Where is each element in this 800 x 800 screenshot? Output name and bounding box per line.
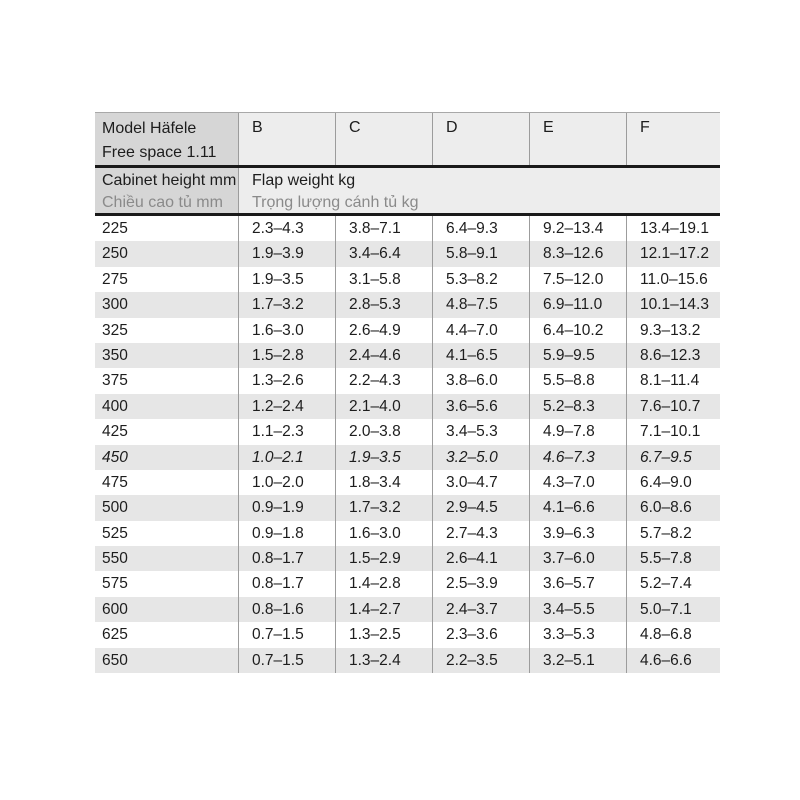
- cabinet-height-cell: 575: [102, 575, 128, 593]
- cabinet-height-header-cell: [95, 168, 238, 213]
- weight-range-cell: 8.3–12.6: [529, 241, 626, 266]
- weight-range-cell: 1.6–3.0: [335, 521, 432, 546]
- table-row: [95, 419, 720, 444]
- weight-range-cell: 2.9–4.5: [432, 495, 529, 520]
- weight-range-cell: 5.2–8.3: [529, 394, 626, 419]
- weight-range-cell: 5.0–7.1: [626, 597, 720, 622]
- weight-range-cell: 4.1–6.5: [432, 343, 529, 368]
- weight-range-cell: 13.4–19.1: [626, 216, 720, 241]
- table-row: [95, 470, 720, 495]
- weight-range-cell: 7.6–10.7: [626, 394, 720, 419]
- weight-range-cell: 1.9–3.9: [238, 241, 335, 266]
- cabinet-height-cell: 300: [102, 296, 128, 314]
- table-row: [95, 495, 720, 520]
- weight-range-cell: 3.0–4.7: [432, 470, 529, 495]
- weight-range-cell: 4.9–7.8: [529, 419, 626, 444]
- cabinet-height-cell: 425: [102, 423, 128, 441]
- weight-range-cell: 1.4–2.7: [335, 597, 432, 622]
- weight-range-cell: 2.3–3.6: [432, 622, 529, 647]
- weight-range-cell: 3.4–5.5: [529, 597, 626, 622]
- table-row: [95, 546, 720, 571]
- weight-range-cell: 2.1–4.0: [335, 394, 432, 419]
- table-row: [95, 394, 720, 419]
- weight-range-cell: 1.9–3.5: [238, 267, 335, 292]
- cabinet-height-cell: 475: [102, 473, 128, 491]
- cabinet-height-cell: 625: [102, 626, 128, 644]
- weight-range-cell: 1.3–2.4: [335, 648, 432, 673]
- weight-range-cell: 3.2–5.0: [432, 445, 529, 470]
- cabinet-height-cell: 550: [102, 550, 128, 568]
- weight-range-cell: 9.3–13.2: [626, 318, 720, 343]
- table-row: [95, 292, 720, 317]
- weight-range-cell: 2.7–4.3: [432, 521, 529, 546]
- weight-range-cell: 6.7–9.5: [626, 445, 720, 470]
- table-subheader-row: [95, 168, 720, 216]
- flap-weight-label-vi: Trọng lượng cánh tủ kg: [252, 194, 419, 211]
- weight-range-cell: 4.4–7.0: [432, 318, 529, 343]
- weight-range-cell: 4.3–7.0: [529, 470, 626, 495]
- table-row: [95, 368, 720, 393]
- cabinet-height-cell: 525: [102, 524, 128, 542]
- weight-range-cell: 8.1–11.4: [626, 368, 720, 393]
- weight-range-cell: 10.1–14.3: [626, 292, 720, 317]
- flap-weight-table: [95, 112, 720, 673]
- weight-range-cell: 1.0–2.1: [238, 445, 335, 470]
- weight-range-cell: 6.9–11.0: [529, 292, 626, 317]
- cabinet-height-cell: 275: [102, 270, 128, 288]
- weight-range-cell: 1.1–2.3: [238, 419, 335, 444]
- column-header-f: F: [626, 113, 720, 165]
- weight-range-cell: 1.0–2.0: [238, 470, 335, 495]
- weight-range-cell: 0.9–1.8: [238, 521, 335, 546]
- free-space-label: Free space 1.11: [102, 144, 217, 161]
- cabinet-height-cell: 500: [102, 499, 128, 517]
- cabinet-height-cell: 225: [102, 220, 128, 237]
- table-row: [95, 318, 720, 343]
- table-row: [95, 216, 720, 241]
- cabinet-height-cell: 400: [102, 397, 128, 415]
- column-header-c: C: [335, 113, 432, 165]
- cabinet-height-cell: 375: [102, 372, 128, 390]
- weight-range-cell: 4.6–6.6: [626, 648, 720, 673]
- weight-range-cell: 3.8–6.0: [432, 368, 529, 393]
- weight-range-cell: 1.7–3.2: [335, 495, 432, 520]
- weight-range-cell: 2.2–4.3: [335, 368, 432, 393]
- weight-range-cell: 6.0–8.6: [626, 495, 720, 520]
- weight-range-cell: 3.4–6.4: [335, 241, 432, 266]
- cabinet-height-cell: 350: [102, 346, 128, 364]
- weight-range-cell: 1.3–2.6: [238, 368, 335, 393]
- weight-range-cell: 4.8–7.5: [432, 292, 529, 317]
- weight-range-cell: 2.6–4.9: [335, 318, 432, 343]
- weight-range-cell: 2.4–3.7: [432, 597, 529, 622]
- flap-weight-label-en: Flap weight kg: [252, 172, 356, 189]
- cabinet-height-cell: 650: [102, 651, 128, 669]
- column-header-b: B: [238, 113, 335, 165]
- weight-range-cell: 5.5–8.8: [529, 368, 626, 393]
- weight-range-cell: 2.5–3.9: [432, 571, 529, 596]
- flap-weight-header-cell: [238, 168, 720, 213]
- weight-range-cell: 1.4–2.8: [335, 571, 432, 596]
- table-row: [95, 241, 720, 266]
- weight-range-cell: 5.8–9.1: [432, 241, 529, 266]
- weight-range-cell: 0.8–1.6: [238, 597, 335, 622]
- weight-range-cell: 6.4–10.2: [529, 318, 626, 343]
- weight-range-cell: 0.8–1.7: [238, 571, 335, 596]
- cabinet-height-label-en: Cabinet height mm: [102, 172, 237, 189]
- weight-range-cell: 0.7–1.5: [238, 622, 335, 647]
- weight-range-cell: 7.5–12.0: [529, 267, 626, 292]
- table-row: [95, 343, 720, 368]
- model-label: Model Häfele: [102, 120, 197, 137]
- weight-range-cell: 2.3–4.3: [238, 216, 335, 241]
- weight-range-cell: 1.6–3.0: [238, 318, 335, 343]
- weight-range-cell: 5.3–8.2: [432, 267, 529, 292]
- weight-range-cell: 3.7–6.0: [529, 546, 626, 571]
- weight-range-cell: 4.1–6.6: [529, 495, 626, 520]
- weight-range-cell: 1.5–2.8: [238, 343, 335, 368]
- weight-range-cell: 0.8–1.7: [238, 546, 335, 571]
- weight-range-cell: 3.4–5.3: [432, 419, 529, 444]
- weight-range-cell: 0.9–1.9: [238, 495, 335, 520]
- weight-range-cell: 1.3–2.5: [335, 622, 432, 647]
- table-body: [95, 216, 720, 673]
- weight-range-cell: 3.6–5.6: [432, 394, 529, 419]
- weight-range-cell: 4.6–7.3: [529, 445, 626, 470]
- table-row: [95, 445, 720, 470]
- table-row: [95, 622, 720, 647]
- weight-range-cell: 5.2–7.4: [626, 571, 720, 596]
- weight-range-cell: 3.1–5.8: [335, 267, 432, 292]
- weight-range-cell: 2.4–4.6: [335, 343, 432, 368]
- cabinet-height-cell: 450: [102, 448, 128, 466]
- column-header-d: D: [432, 113, 529, 165]
- weight-range-cell: 3.2–5.1: [529, 648, 626, 673]
- table-row: [95, 267, 720, 292]
- table-row: [95, 597, 720, 622]
- weight-range-cell: 3.8–7.1: [335, 216, 432, 241]
- cabinet-height-label-vi: Chiều cao tủ mm: [102, 194, 223, 211]
- weight-range-cell: 1.5–2.9: [335, 546, 432, 571]
- weight-range-cell: 1.7–3.2: [238, 292, 335, 317]
- model-header-cell: [95, 113, 238, 165]
- table-row: [95, 648, 720, 673]
- weight-range-cell: 1.8–3.4: [335, 470, 432, 495]
- weight-range-cell: 5.7–8.2: [626, 521, 720, 546]
- table-row: [95, 521, 720, 546]
- cabinet-height-cell: 250: [102, 245, 128, 263]
- weight-range-cell: 6.4–9.0: [626, 470, 720, 495]
- weight-range-cell: 9.2–13.4: [529, 216, 626, 241]
- cabinet-height-cell: 325: [102, 321, 128, 339]
- weight-range-cell: 8.6–12.3: [626, 343, 720, 368]
- weight-range-cell: 2.6–4.1: [432, 546, 529, 571]
- weight-range-cell: 5.9–9.5: [529, 343, 626, 368]
- weight-range-cell: 2.0–3.8: [335, 419, 432, 444]
- weight-range-cell: 6.4–9.3: [432, 216, 529, 241]
- weight-range-cell: 1.2–2.4: [238, 394, 335, 419]
- weight-range-cell: 3.6–5.7: [529, 571, 626, 596]
- weight-range-cell: 3.3–5.3: [529, 622, 626, 647]
- table-header-row: [95, 112, 720, 168]
- weight-range-cell: 0.7–1.5: [238, 648, 335, 673]
- weight-range-cell: 1.9–3.5: [335, 445, 432, 470]
- weight-range-cell: 7.1–10.1: [626, 419, 720, 444]
- weight-range-cell: 11.0–15.6: [626, 267, 720, 292]
- weight-range-cell: 5.5–7.8: [626, 546, 720, 571]
- weight-range-cell: 12.1–17.2: [626, 241, 720, 266]
- weight-range-cell: 4.8–6.8: [626, 622, 720, 647]
- cabinet-height-cell: 600: [102, 600, 128, 618]
- weight-range-cell: 2.8–5.3: [335, 292, 432, 317]
- table-row: [95, 571, 720, 596]
- column-header-e: E: [529, 113, 626, 165]
- weight-range-cell: 3.9–6.3: [529, 521, 626, 546]
- weight-range-cell: 2.2–3.5: [432, 648, 529, 673]
